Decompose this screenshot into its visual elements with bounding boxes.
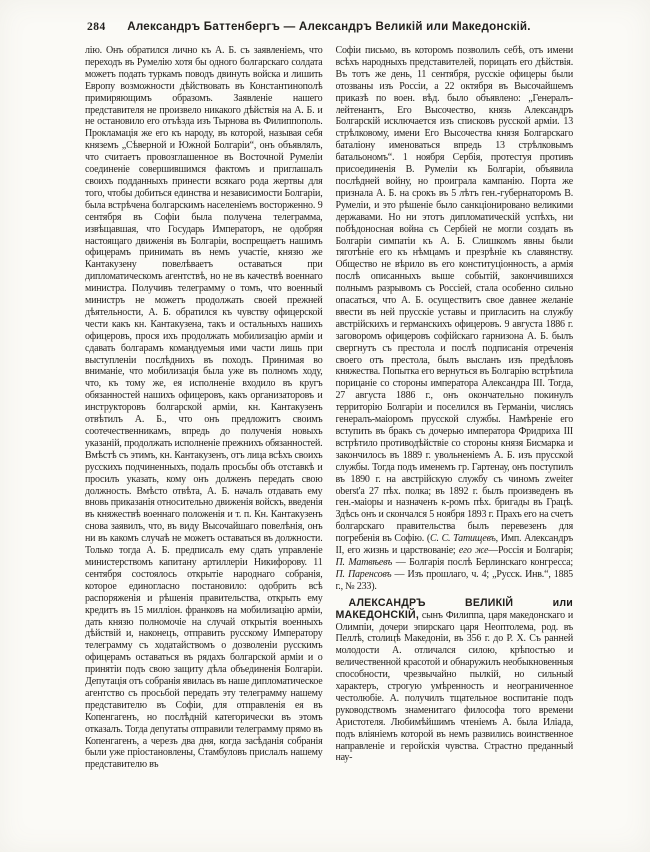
entry-alexander-the-great <box>336 598 574 765</box>
article-continuation-left: лію. Онъ обратился лично къ А. Б. съ заявленіемъ, что переходъ въ Румелію хотя бы одного болгарскаго солдата можетъ подать туркамъ поводъ двинуть войска и лишить Европу возможности дѣйствовать въ Константинополѣ примиряющимъ образомъ. Заявленіе нашего представителя не произвело никакого дѣйствія на А. Б. и не остановило его отъѣзда изъ Тырнова въ Филиппополь. Прокламація же его къ народу, въ которой, называя себя княземъ „Сѣверной и Южной Болгаріи“, онъ объявлялъ, что считаетъ провозглашенное въ Восточной Румеліи соединеніе совершившимся фактомъ и приглашалъ своихъ подданныхъ принести всякаго рода жертвы для того, чтобы добиться единства и независимости Болгаріи, была встрѣчена болгарскимъ населеніемъ восторженно. 9 сентября въ Софіи была получена телеграмма, извѣщавшая, что Государь Императоръ, не одобряя настоящаго движенія въ Болгаріи, воспрещаетъ нашимъ офицерамъ принимать въ немъ участіе, князю же Кантакузену повелѣваетъ оставаться при дипломатическомъ агентствѣ, но не въ качествѣ военнаго министра. Получивъ телеграмму о томъ, что военный министръ не можетъ продолжать своей прежней дѣятельности, А. Б. обратился къ чувству офицерской чести какъ кн. Кантакузена, такъ и остальныхъ нашихъ офицеровъ, прося ихъ продолжать мобилизацію арміи и сдавать болгарамъ командуемыя ими части лишь при выступленіи послѣднихъ въ походъ. Принимая во вниманіе, что мобилизація была уже въ полномъ ходу, что, къ тому же, ея исполненіе входило въ кругъ обязанностей нашихъ офицеровъ, какъ организаторовъ и инструкторовъ болгарской арміи, кн. Кантакузенъ отвѣтилъ А. Б., что онъ предложитъ своимъ соотечественникамъ, впредь до полученія новыхъ указаній, продолжать исполненіе прежнихъ обязанностей. Вмѣстѣ съ этимъ, кн. Кантакузенъ, отъ лица всѣхъ своихъ русскихъ подчиненныхъ, подалъ просьбы объ отставкѣ и просилъ указать, кому онъ долженъ передать свою должность. Вмѣсто отвѣта, А. Б. началъ отдавать ему вновь приказанія относительно движенія войскъ, введенія въ княжествѣ военнаго положенія и т. п. Кн. Кантакузенъ снова заявилъ, что, въ виду Высочайшаго повелѣнія, онъ ни въ какомъ случаѣ не можетъ оставаться въ должности. Только тогда А. Б. предписалъ ему сдать управленіе министерствомъ капитану артиллеріи Никифорову. 11 сентября состоялось открытіе народнаго собранія, которое единогласно постановило: одобрить всѣ распоряженія и рѣшенія правительства, открыть ему кредитъ въ 15 милліон. франковъ на мобилизацію арміи, дать князю полномочіе на случай открытія военныхъ дѣйствій и, наконецъ, отправить русскому Императору телеграмму съ ходатайствомъ о дозволеніи русскимъ офицерамъ оставаться въ рядахъ болгарской арміи и о принятіи подъ свою защиту дѣла объединенія Болгаріи. Депутація отъ собранія явилась въ наше дипломатическое агентство съ просьбой передать эту телеграмму нашему представителю въ Софіи, для отправленія ея въ Копенгагенъ, но послѣдній категорически въ этомъ отказалъ. Тогда депутаты отправили телеграмму прямо въ Копенгагенъ, а черезъ два дня, когда засѣданія собранія были уже пріостановлены, Стамбуловъ прислалъ нашему представителю въ <box>85 45 323 771</box>
page-number: 284 <box>87 21 106 33</box>
text-columns <box>85 45 573 807</box>
bibliography-author: П. Матвѣевъ <box>335 556 393 568</box>
article-continuation-right <box>336 45 574 593</box>
entry-headword: АЛЕКСАНДРЪ ВЕЛИКІЙ или МАКЕДОНСКІЙ, <box>335 596 573 621</box>
article-text: Софіи письмо, въ которомъ позволилъ себѣ, отъ имени всѣхъ народныхъ представителей, порицать его дѣйствія. Въ тотъ же день, 11 сентября, русскіе офицеры были отозваны изъ Россіи, а 22 октября въ Высочайшемъ приказѣ по воен. вѣд. было объявлено: „Генералъ-лейтенантъ, Его Высочество, князь Александръ Болгарскій исключается изъ списковъ русской арміи. 13 стрѣлковому, имени Его Высочества князя Болгарскаго баталіону именоваться впредь 13 стрѣлковымъ батальономъ“. 1 ноября Сербія, протестуя противъ присоединенія В. Румеліи къ Болгаріи, объявила послѣдней войну, но проиграла кампанію. Порта же признала А. Б. на срокъ въ 5 лѣтъ ген.-губернаторомъ В. Румеліи, и это рѣшеніе было санкціонировано великими державами. Но ни этотъ дипломатическій успѣхъ, ни побѣдоносная война съ Сербіей не могли создать въ Болгаріи симпатіи къ А. Б. Слишкомъ явны были тяготѣніе его къ нѣмцамъ и презрѣніе къ славянству. Общество не вѣрило въ его конституціонность, а армія послѣ описанныхъ выше событій, закончившихся полнымъ разрывомъ съ Россіей, стала особенно сильно опасаться, что А. Б. осуществитъ свое давнее желаніе ввести въ ней прусскіе уставы и пригласить на службу австрійскихъ и германскихъ офицеровъ. 9 августа 1886 г. заговоромъ офицеровъ софійскаго гарнизона А. Б. былъ свергнутъ съ престола и послѣ подписанія отреченія своего отъ престола, былъ высланъ изъ предѣловъ княжества. Попытка его вернуться въ Болгарію встрѣтила порицаніе со стороны императора Александра III. Тогда, 27 августа 1886 г., онъ окончательно покинулъ территорію Болгаріи и поселился въ Германіи, числясь генералъ-маіоромъ прусской службы. Намѣреніе его вступить въ бракъ съ дочерью императора Фридриха III встрѣтило противодѣйствіе со стороны князя Бисмарка и закончилось въ 1889 г. увольненіемъ А. Б. изъ прусской службы. Тогда подъ именемъ гр. Гартенау, онъ поступилъ въ 1890 г. на австрійскую службу съ чиномъ zweiter oberst'a 27 пѣх. полка; въ 1892 г. былъ произведенъ въ ген.-маіоры и назначенъ к-ромъ пѣх. бригады въ Грацѣ. Здѣсь онъ и скончался 5 ноября 1893 г. Прахъ его на счетъ болгарскаго правительства былъ перевезенъ для погребенія въ Софію. ( <box>335 45 573 545</box>
right-column <box>336 45 574 807</box>
bibliography-text: —Россія и Болгарія; <box>488 545 573 557</box>
left-column <box>85 45 323 807</box>
bibliography-author: его же <box>458 545 489 557</box>
bibliography-author: П. Паренсовъ <box>335 568 392 580</box>
running-title: Александръ Баттенбергъ — Александръ Великій или Македонскій. <box>127 20 531 33</box>
bibliography-text: , Имп. Александръ II, его жизнь и царствованіе; <box>335 533 573 557</box>
bibliography-text: — Изъ прошлаго, ч. 4; „Русск. Инв.“, 1885 г., № 233). <box>335 568 573 592</box>
bibliography-text: — Болгарія послѣ Берлинскаго конгресса; <box>392 556 573 568</box>
running-head <box>85 20 573 36</box>
bibliography-author: С. С. Татищевъ <box>430 533 496 545</box>
entry-body-text: сынъ Филиппа, царя македонскаго и Олимпіи, дочери эпирскаго царя Неоптолема, род. въ Пеллѣ, столицѣ Македоніи, въ 356 г. до Р. Х. Съ ранней молодости А. отличался силою, крѣпостью и величественной красотой и обнаружилъ необыкновенныя способности, чрезвычайно пылкій, но сильный характеръ, строгую умѣренность и неограниченное честолюбіе. А. получилъ тщательное воспитаніе подъ руководствомъ знаменитаго философа того времени Аристотеля. Любимѣйшимъ чтеніемъ А. была Иліада, подъ вліяніемъ которой въ немъ развились воинственное направленіе и геройскія чувства. Страстно преданный нау- <box>335 609 573 764</box>
